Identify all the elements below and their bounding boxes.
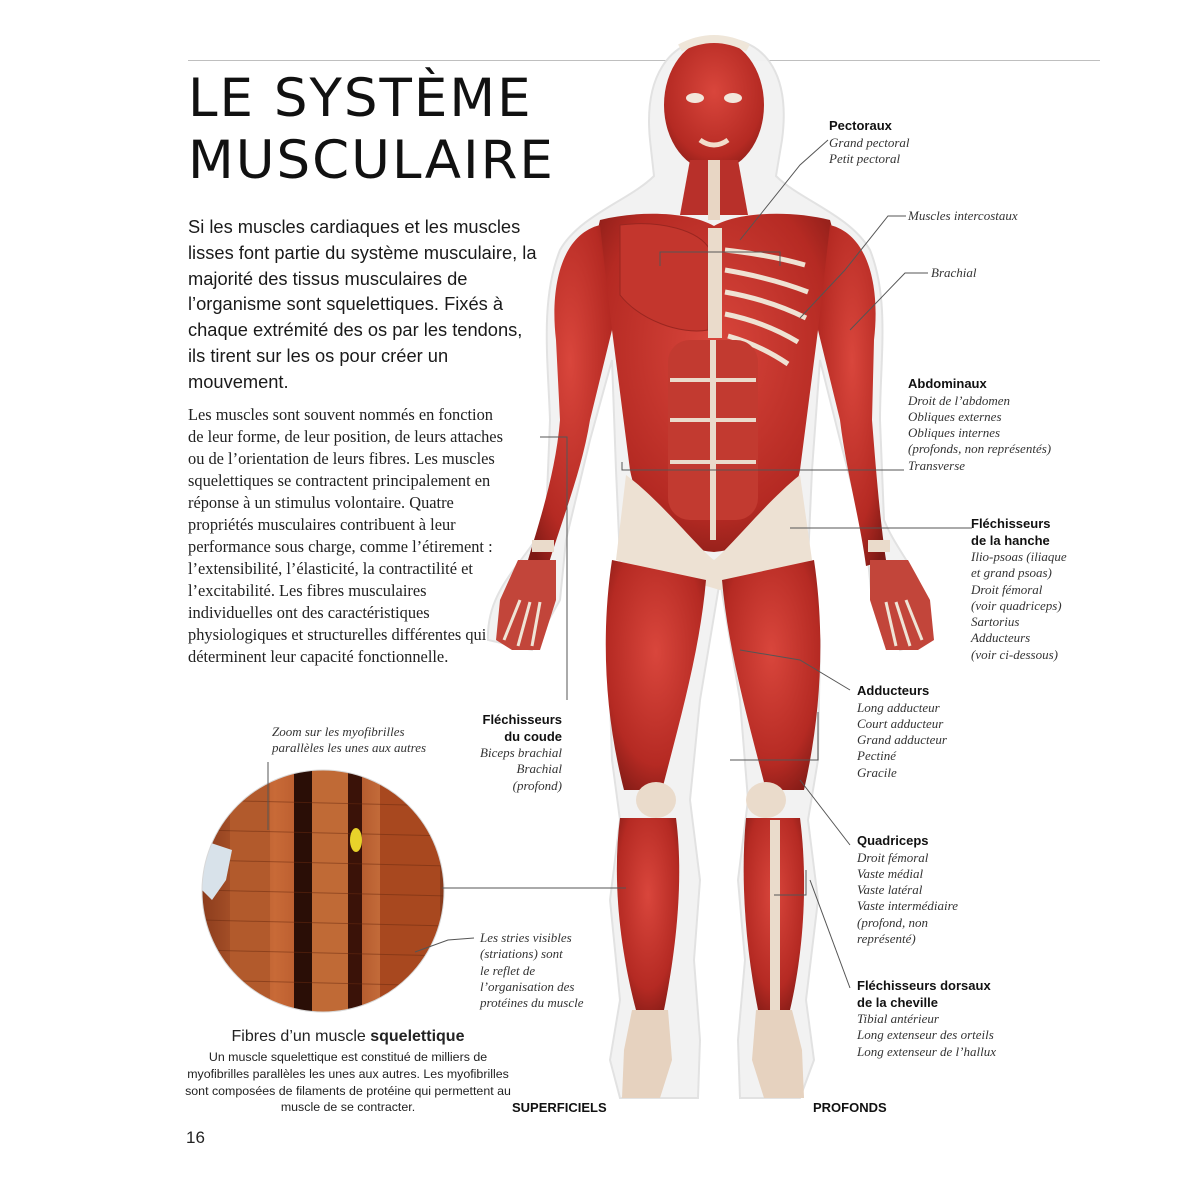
label-adducteurs [857,683,947,781]
label-item: Brachial [516,761,562,777]
label-item: Muscles intercostaux [908,208,1018,223]
label-item: Droit fémoral [857,849,929,865]
title-line-1: LE SYSTÈME [188,68,533,129]
body-paragraph: Les muscles sont souvent nommés en fonction de leur forme, de leur position, de leurs attaches ou de l’orientation de leurs fibres. Les muscles squelettiques se contractent principalement en réponse à un stimulus volontaire. Quatre propriétés musculaires contribuent à leur performance sous charge, comme l’étirement : l’extensibilité, l’élasticité, la contractilité et l’excitabilité. Les fibres musculaires individuelles ont des caractéristiques physiologiques et structurelles différentes qui déterminent leur capacité fonctionnelle. [188,405,503,666]
label-item: Long extenseur de l’hallux [857,1043,996,1059]
intro-paragraph: Si les muscles cardiaques et les muscles lisses font partie du système musculaire, la majorité des tissus musculaires de l’organisme sont squelettiques. Fixés à chaque extrémité des os par les tendons, ils tirent sur les os pour créer un mouvement. [188,216,537,392]
label-pectoraux [829,118,910,167]
label-item: Obliques externes [908,408,1002,424]
label-item: Transverse [908,457,966,473]
label-item: (voir quadriceps) [971,597,1062,613]
view-label-profonds: PROFONDS [813,1100,887,1115]
label-item: représenté) [857,930,916,946]
label-heading: Adducteurs [857,683,930,698]
label-item: Grand pectoral [829,134,910,150]
label-flechisseurs-hanche [971,516,1067,663]
zoom-caption: Zoom sur les myofibrilles parallèles les unes aux autres [272,724,427,756]
label-item: (profond) [512,777,562,793]
label-heading: Fléchisseurs de la hanche [971,516,1051,548]
label-item: Droit de l’abdomen [908,392,1011,408]
label-item: (profond, non [857,914,929,930]
fibre-title [188,1028,508,1046]
label-item: Adducteurs [971,630,1031,646]
label-heading: Abdominaux [908,376,987,391]
fibre-description: Un muscle squelettique est constitué de milliers de myofibrilles parallèles les unes aux autres. Les myofibrilles sont composées de filaments de protéine qui permettent au muscle de se contracter. [185,1050,511,1115]
legs [606,560,821,1098]
label-item: Long extenseur des orteils [857,1027,994,1043]
label-item: Grand adducteur [857,732,947,748]
label-item: Tibial antérieur [857,1011,939,1026]
label-intercostaux [908,208,1018,224]
label-flechisseurs-cheville [857,978,996,1060]
label-heading: Pectoraux [829,118,892,133]
label-item: (voir ci-dessous) [971,646,1059,662]
label-item: Pectiné [857,748,896,764]
label-item: Vaste médial [857,865,924,881]
fibre-title-prefix: Fibres d’un muscle [231,1028,371,1045]
label-item: Brachial [931,265,977,280]
label-abdominaux [908,376,1051,474]
page-number: 16 [186,1128,205,1147]
label-item: Biceps brachial [480,745,562,760]
head [664,39,764,171]
label-item: Obliques internes [908,425,1001,441]
label-brachial [931,265,977,281]
label-item: Droit fémoral [971,581,1043,597]
title-line-2: MUSCULAIRE [188,130,555,191]
label-item: Ilio-psoas (iliaque [971,549,1067,564]
label-item: et grand psoas) [971,565,1052,581]
label-item: Gracile [857,764,897,780]
label-item: Vaste latéral [857,882,923,898]
label-item: Court adducteur [857,715,944,731]
label-flechisseurs-coude [452,712,562,794]
striations-caption: Les stries visibles (striations) sont le reflet de l’organisation des protéines du muscle [480,930,584,1011]
label-quadriceps [857,833,958,947]
label-item: Long adducteur [857,699,940,715]
label-heading: Fléchisseurs du coude [482,712,562,744]
view-label-superficiels: SUPERFICIELS [512,1100,607,1115]
label-heading: Fléchisseurs dorsaux de la cheville [857,978,991,1010]
label-item: Sartorius [971,614,1020,630]
fibre-title-bold: squelettique [370,1028,465,1045]
label-item: Vaste intermédiaire [857,898,958,914]
label-item: Petit pectoral [829,150,901,166]
label-item: (profonds, non représentés) [908,441,1052,457]
label-heading: Quadriceps [857,833,929,848]
